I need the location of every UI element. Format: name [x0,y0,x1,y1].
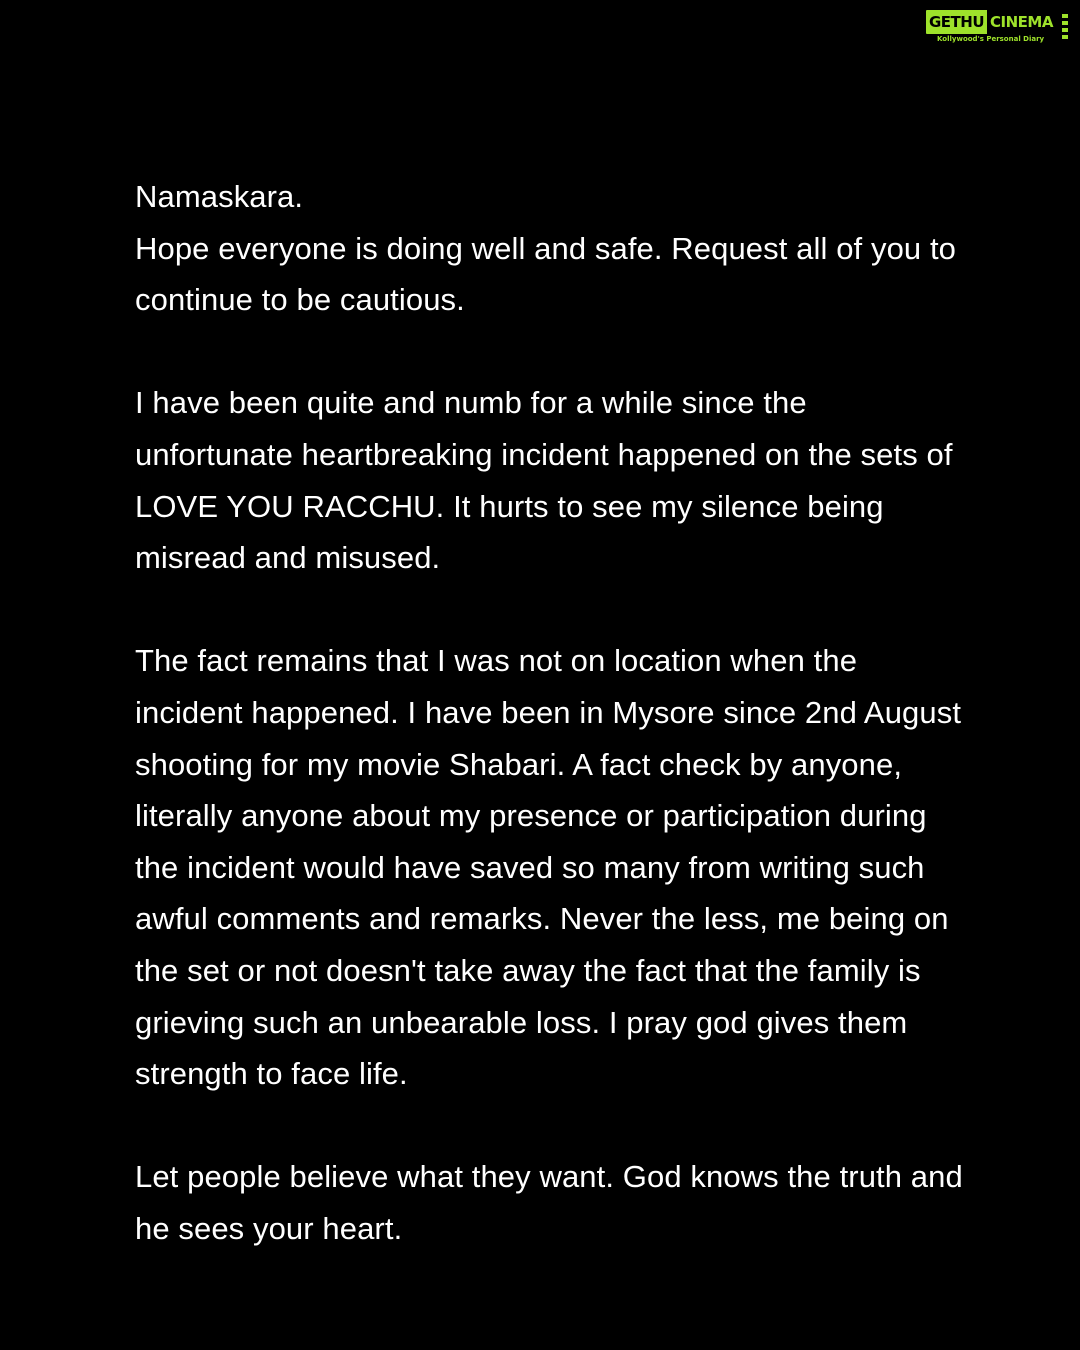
paragraph-greeting: Namaskara. Hope everyone is doing well and safe. Request all of you to continue to be cautious. [135,179,957,318]
watermark-wordmark [924,8,1058,36]
paragraph-silence: I have been quite and numb for a while since the unfortunate heartbreaking incident happened on the sets of LOVE YOU RACCHU. It hurts to see my silence being misread and misused. [135,385,953,576]
watermark-logo [924,8,1074,46]
statement-note [135,171,965,1254]
watermark-tagline: Kollywood's Personal Diary [934,35,1047,43]
film-strip-icon [1060,12,1070,42]
watermark-gethu: GETHU [926,10,987,34]
paragraph-closing: Let people believe what they want. God knows the truth and he sees your heart. [135,1159,963,1246]
watermark-cinema: CINEMA [987,10,1056,34]
paragraph-fact: The fact remains that I was not on location when the incident happened. I have been in Mysore since 2nd August shooting for my movie Shabari. A fact check by anyone, literally anyone about my presence or participation during the incident would have saved so many from writing such awful comments and remarks. Never the less, me being on the set or not doesn't take away the fact that the family is grieving such an unbearable loss. I pray god gives them strength to face life. [135,643,962,1092]
